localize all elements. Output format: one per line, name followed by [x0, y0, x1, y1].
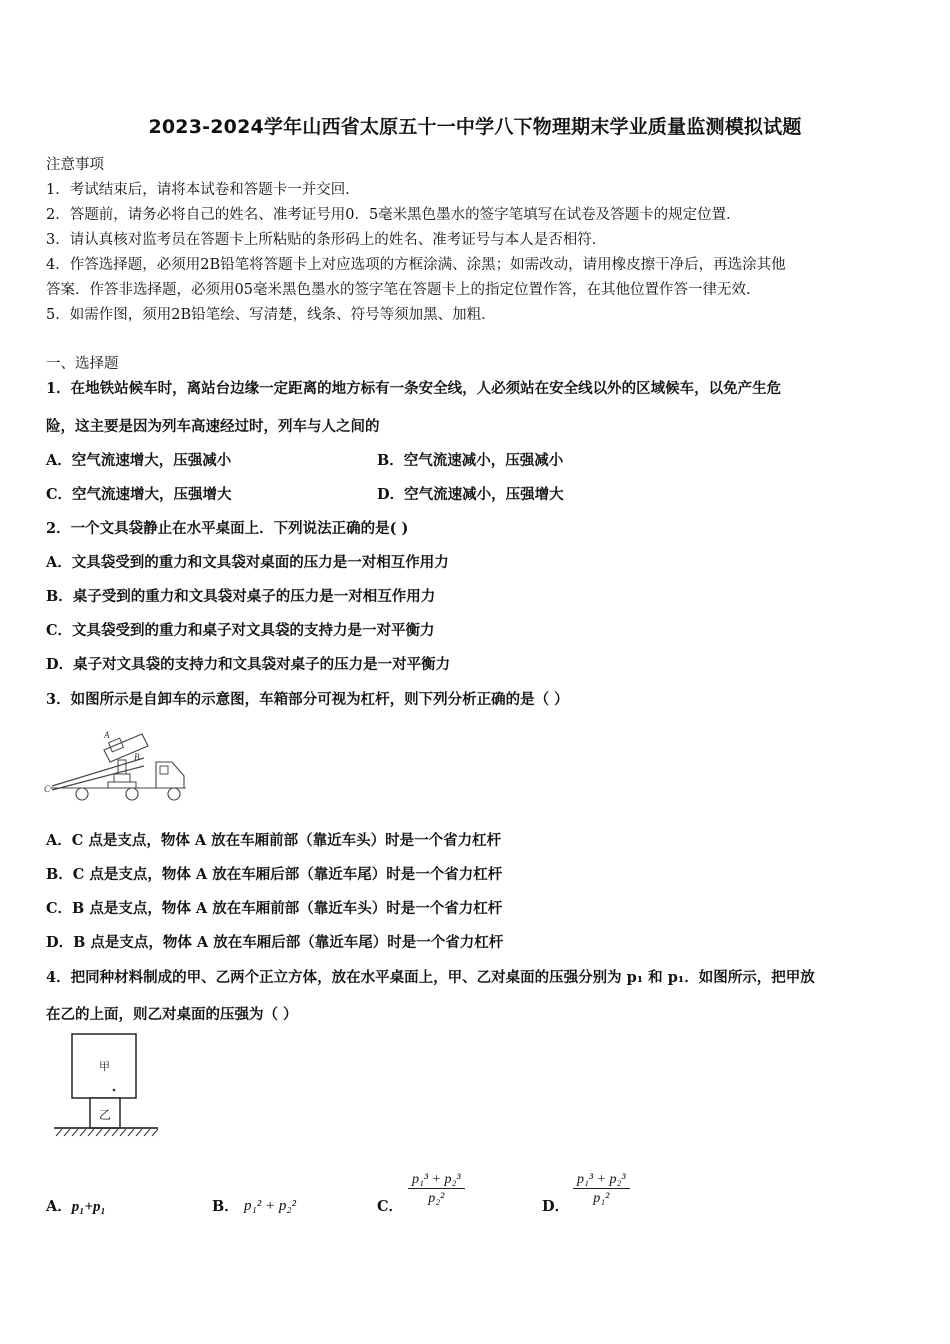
q4-option-b-expr: p₁² + p₂² [244, 1198, 297, 1214]
q1-stem-line1: 1．在地铁站候车时，离站台边缘一定距离的地方标有一条安全线，人必须站在安全线以外的区域候车，以免产生危 [46, 380, 782, 397]
q4-option-d-denominator: p₁² [593, 1191, 610, 1206]
q4-option-d [542, 1195, 569, 1216]
stacked-cubes-figure [52, 1030, 162, 1142]
q3-option-b: B．C 点是支点，物体 A 放在车厢后部（靠近车尾）时是一个省力杠杆 [46, 866, 503, 883]
q3-option-a: A．C 点是支点，物体 A 放在车厢前部（靠近车头）时是一个省力杠杆 [46, 832, 502, 849]
q4-option-d-label: D． [542, 1198, 570, 1215]
section-heading: 一、选择题 [46, 356, 119, 372]
notice-item-4-cont: 答案．作答非选择题，必须用05毫米黑色墨水的签字笔在答题卡上的指定位置作答，在其他位置作答一律无效． [46, 282, 761, 298]
q4-option-d-numerator: p₁³ + p₂³ [573, 1172, 630, 1189]
q3-option-c: C．B 点是支点，物体 A 放在车厢前部（靠近车头）时是一个省力杠杆 [46, 900, 503, 917]
q1-option-d: D．空气流速减小，压强增大 [377, 486, 564, 503]
notice-item-5: 5．如需作图，须用2B铅笔绘、写清楚，线条、符号等须加黑、加粗． [46, 307, 496, 323]
notice-heading: 注意事项 [46, 157, 104, 173]
q4-option-a-expr: p₁+p₁ [71, 1199, 106, 1215]
q4-option-c-label: C． [377, 1198, 404, 1215]
q4-option-c [377, 1195, 403, 1216]
notice-item-4: 4．作答选择题，必须用2B铅笔将答题卡上对应选项的方框涂满、涂黑；如需改动，请用橡皮擦干净后，再选涂其他 [46, 257, 786, 273]
fig-label-yi: 乙 [99, 1108, 112, 1122]
fig-label-a: A [104, 730, 110, 740]
q3-stem: 3．如图所示是自卸车的示意图，车箱部分可视为杠杆，则下列分析正确的是（ ） [46, 691, 569, 708]
q4-stem-line1: 4．把同种材料制成的甲、乙两个正立方体，放在水平桌面上，甲、乙对桌面的压强分别为 p₁ 和 p₁．如图所示，把甲放 [46, 969, 815, 986]
q4-option-c-denominator: p₂² [428, 1191, 445, 1206]
q2-option-a: A．文具袋受到的重力和文具袋对桌面的压力是一对相互作用力 [46, 554, 449, 571]
fig-label-jia: 甲 [99, 1060, 110, 1073]
notice-item-2: 2．答题前，请务必将自己的姓名、准考证号用0．5毫米黑色墨水的签字笔填写在试卷及答题卡的规定位置． [46, 207, 741, 223]
q4-option-c-fraction [408, 1172, 465, 1207]
q2-option-c: C．文具袋受到的重力和桌子对文具袋的支持力是一对平衡力 [46, 622, 435, 639]
dump-truck-figure [44, 722, 194, 804]
q3-option-d: D．B 点是支点，物体 A 放在车厢后部（靠近车尾）时是一个省力杠杆 [46, 934, 504, 951]
q4-option-a [46, 1195, 106, 1216]
notice-item-1: 1．考试结束后，请将本试卷和答题卡一并交回． [46, 182, 360, 198]
q4-option-d-fraction [573, 1172, 630, 1207]
fig-label-c: C [44, 784, 51, 794]
q4-option-a-label: A． [46, 1198, 72, 1215]
q4-option-b-label: B． [212, 1198, 239, 1215]
notice-item-3: 3．请认真核对监考员在答题卡上所粘贴的条形码上的姓名、准考证号与本人是否相符． [46, 232, 607, 248]
q1-option-c: C．空气流速增大，压强增大 [46, 486, 232, 503]
q4-option-b [212, 1195, 239, 1216]
fig-label-b: B [134, 752, 140, 762]
q1-option-b: B．空气流速减小，压强减小 [377, 452, 564, 469]
q1-stem-line2: 险，这主要是因为列车高速经过时，列车与人之间的 [46, 418, 380, 435]
q1-option-a: A．空气流速增大，压强减小 [46, 452, 232, 469]
q2-option-b: B．桌子受到的重力和文具袋对桌子的压力是一对相互作用力 [46, 588, 436, 605]
q2-stem: 2．一个文具袋静止在水平桌面上．下列说法正确的是( ) [46, 520, 409, 537]
q4-stem-line2: 在乙的上面，则乙对桌面的压强为（ ） [46, 1006, 298, 1023]
page-title: 2023-2024学年山西省太原五十一中学八下物理期末学业质量监测模拟试题 [148, 116, 802, 138]
q2-option-d: D．桌子对文具袋的支持力和文具袋对桌子的压力是一对平衡力 [46, 656, 451, 673]
q4-option-c-numerator: p₁³ + p₂³ [408, 1172, 465, 1189]
